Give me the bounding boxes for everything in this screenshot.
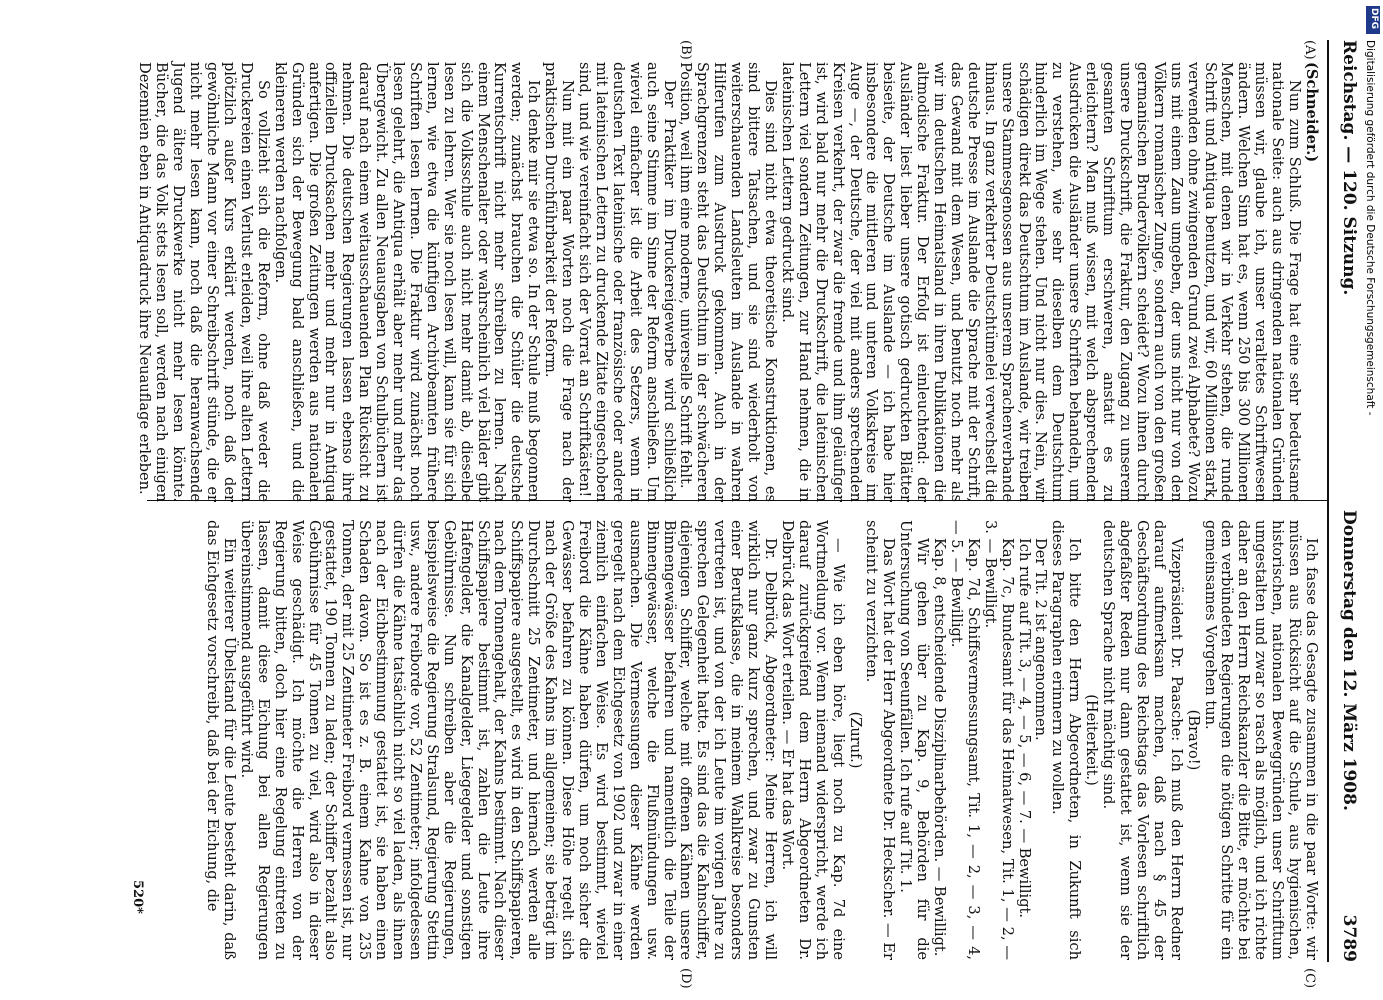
left-paragraph: Nun zum Schluß. Die Frage hat eine sehr bedeutsame nationale Seite: auch aus dringenden nationalen Gründen müssen wir, glaube ich, unser veraltetes Schriftwesen ändern. Welchen Sinn hat es, wenn 250 bis 300 Millionen Menschen, mit denen wir in Verkehr stehen, die runde Schrift und Antiqua benutzen, und wir, 60 Millionen stark, verwenden ohne zwingenden Grund zwei Alphabete? Wozu uns mit einem Zaun umgeben, der uns nicht nur von den Völkern romanischer Zunge, sondern auch von den großen germanischen Brudervölkern scheidet? Wozu ihnen durch unsere Druckschrift, die Fraktur, den Zugang zu unserem gesamten Schrifttum erschweren, anstatt es zu erleichtern? Man muß wissen, mit welch absprechenden Ausdrücken die Ausländer unsere Schriften behandeln, um zu verstehen, wie sehr dieselben dem Deutschtum hinderlich im Wege stehen. Und nicht nur dies. Nein, wir schädigen direkt das Deutschtum im Auslande, wir treiben unsere Stammesgenossen aus unserem Sprachenverbande hinaus. In ganz verkehrter Deutschtümelei verwechselt die deutsche Presse im Auslande die Sprache mit der Schrift, das Gewand mit dem Wesen, und benutzt noch mehr als wir im deutschen Heimatsland in ihren Publikationen die altmodische Fraktur. Der Erfolg ist einleuchtend: der Ausländer liest lieber unsere gotisch gedruckten Blätter beiseite, der Deutsche im Auslande — ich habe hier insbesondere die mittleren und unteren Volkskreise im Auge —, der Deutsche, der viel mit anders sprechenden Kreisen verkehrt, der zwar die fremde und ihm geläufiger ist, wird bald nur mehr die Druckschrift, die lateinischen Lettern viel sondern Zeitungen, zur Hand nehmen, die in lateinischen Lettern gedruckt sind.	[778, 62, 1304, 502]
right-paragraph: Dr. Delbrück, Abgeordneter: Meine Herren, ich will wirklich nur ganz kurz sprechen, und zwar zu Gunsten einer Berufsklasse, die in meinem Wahlkreise besonders vertreten ist, und von der ich Leute im vorigen Jahre zu sprechen Gelegenheit hatte. Es sind das die Kahnschiffer, diejenigen Schiffer, welche mit offenen Kähnen unsere Binnengewässer befahren und namentlich die Teile der Binnengewässer, welche die Flußmündungen usw. ausmachen. Die Vermessungen dieser Kähne werden geregelt nach dem Eichgesetz von 1902 und zwar in einer ziemlich einfachen Weise. Es wird bestimmt, wieviel Freibord die Kähne haben dürfen, um noch sicher die Gewässer befahren zu können. Diese Höhe regelt sich nach der Größe des Kahns im allgemeinen; sie beträgt im Durchschnitt 25 Zentimeter, und hiernach werden alle Schiffspapiere ausgestellt, es wird in den Schiffspapieren, nach dem Tonnengehalt, der Kahns bestimmt. Nach dieser Schiffspapiere bestimmt ist, zahlen die Leute ihre Hafengelder, die Kanalgelder, Liegegelder und sonstigen Gebührnisse. Nun schreiben aber die Regierungen, beispielsweise die Regierung Stralsund, Regierung Stettin usw., andere Freiborde vor, 52 Zentimeter; infolgedessen dürfen die Kähne tatsächlich nicht so viel laden, als ihnen nach der Eichbestimmung gestattet ist, sie haben einen Schaden davon. So ist es z. B. einem Kahne von 235 Tonnen, der mit 25 Zentimeter Freibord vermessen ist, nur gestattet, 190 Tonnen zu laden; der Schiffer bezahlt also Gebührnisse für 45 Tonnen zu viel, wird also in dieser Weise geschädigt. Ich möchte die Herren von der Regierung bitten, doch hier eine Regelung eintreten zu lassen, damit diese Eichung bei allen Regierungen übereinstimmend ausgeführt wird.	[237, 520, 779, 960]
right-paragraph: Ein weiterer Übelstand für die Leute besteht darin, daß das Eichgesetz vorschreibt, daß bei der Eichung, die	[204, 520, 238, 960]
right-paragraph: Wir gehen über zu Kap. 9, Behörden für die Untersuchung von Seeunfällen. Ich rufe auf Tit. 1.	[897, 520, 932, 960]
right-paragraph: Ich fasse das Gesagte zusammen in die paar Worte: wir müssen aus Rücksicht auf die Schule, aus hygienischen, historischen, nationalen Beweggründen unser Schrifttum umgestalten und zwar so rasch als möglich, und ich richte daher an den Herrn Reichskanzler die Bitte, er möchte bei den verbündeten Regierungen die nötigen Schritte für ein gemeinsames Vorgehen tun.	[1201, 520, 1320, 960]
right-paragraph: Ich rufe auf Tit. 3, — 4, — 5, — 6, — 7. — Bewilligt.	[1015, 538, 1033, 919]
dfg-logo	[1366, 6, 1380, 34]
left-paragraph: Dies sind nicht etwa theoretische Konstruktionen, es sind bittere Tatsachen, und sie sind wiederholt von weiterschauenden Landsleuten im Auslande in wahren Hilferufen zum Ausdruck gekommen. Auch in der Sprachgrenzen steht das Deutschtum in der schwächeren Position, weil ihm eine moderne, universelle Schrift fehlt.	[677, 62, 779, 502]
digitization-notice-text: Digitalisierung gefördert durch die Deutsche Forschungsgemeinschaft -	[1364, 40, 1376, 416]
right-paragraph: Kap. 7c, Bundesamt für das Heimatwesen, Tit. 1, — 2, — 3. — Bewilligt.	[981, 520, 1016, 960]
right-paragraph: — Wie ich eben höre, liegt noch zu Kap. 7d eine Wortmeldung vor. Wenn niemand widerspricht, werde ich darauf zurückgreifend dem Herrn Abgeordneten Dr. Delbrück das Wort erteilen. — Er hat das Wort.	[778, 520, 847, 960]
dfg-logo-text: DFG	[1369, 8, 1379, 30]
margin-marker-a: (A)	[1302, 40, 1317, 60]
right-paragraph: Kap. 7d, Schiffsvermessungsamt, Tit. 1, — 2, — 3, — 4, — 5. — Bewilligt.	[947, 520, 982, 960]
left-paragraph: So vollzieht sich die Reform, ohne daß weder die Druckereien einen Verlust erleiden, weil ihre alten Lettern plötzlich außer Kurs erklärt werden, noch daß der gewöhnliche Mann vor einer Schreibschrift stünde, die er nicht mehr lesen kann, noch daß die heranwachsende Jugend ältere Druckwerke nicht mehr lesen könnte. Bücher, die das Volk stets lesen soll, werden nach einigen Dezennien eben in Antiquadruck ihre Neuauflage erleben.	[136, 62, 272, 502]
right-paragraph: Das Wort hat der Herr Abgeordnete Dr. Heckscher. — Er scheint zu verzichten.	[863, 520, 898, 960]
margin-marker-b: (B)	[678, 40, 693, 60]
digitization-notice	[1362, 40, 1380, 940]
interjection: (Zuruf.)	[846, 711, 864, 769]
interjection: (Bravo!)	[1184, 709, 1202, 771]
interjection: (Heiterkeit.)	[1083, 694, 1101, 786]
header-left: Reichstag. — 120. Sitzung.	[1339, 40, 1359, 296]
right-paragraph: Der Tit. 2 ist angenommen.	[1032, 538, 1050, 741]
right-paragraph: Ich bitte den Herrn Abgeordneten, in Zukunft sich dieses Paragraphen erinnern zu wollen.	[1049, 520, 1084, 960]
speaker-label: (Schneider.)	[1303, 62, 1320, 163]
header-date: Donnerstag den 12. März 1908.	[1339, 510, 1359, 811]
margin-marker-c: (C)	[1302, 968, 1317, 989]
right-paragraph: Kap. 8, entscheidende Disziplinarbehörden. — Bewilligt.	[931, 538, 949, 957]
right-paragraph: Vizepräsident Dr. Paasche: Ich muß den Herrn Redner darauf aufmerksam machen, daß nach § 45 der Geschäftsordnung des Reichstags das Vorlesen schriftlich abgefaßter Reden nur dann gestattet ist, wenn sie der deutschen Sprache nicht mächtig sind.	[1100, 520, 1185, 960]
left-paragraph: Der Praktiker im Druckereigewerbe wird schließlich auch seine Stimme im Sinne der Reform anschließen. Um wieviel einfacher ist die Arbeit des Setzers, wenn in deutschen Text lateinische oder französische oder andere mit lateinischen Lettern zu druckende Zitate eingeschoben sind, und wie vereinfacht sich der Vorrat an Schriftkästen!	[576, 62, 678, 502]
right-column	[203, 520, 1319, 960]
page-number: 3789	[1339, 914, 1359, 962]
left-paragraph: Nun mit ein paar Worten noch die Frage nach der praktischen Durchführbarkeit der Reform.	[542, 62, 577, 502]
signature-number: 520*	[130, 880, 145, 914]
left-paragraph: Ich denke mir sie etwa so. In der Schule muß begonnen werden; zunächst brauchen die Schüler die deutsche Kurrentschrift nicht mehr schreiben zu lernen. Nach einem Menschenalter oder wahrscheinlich viel bälder gibt sich die Volksschule auch nicht mehr damit ab, dieselbe lesen zu lehren. Wer sie noch lesen will, kann sie für sich lernen, wie etwa die künftigen Archivbeamten frühere Schriften lesen lernen. Die Fraktur wird zunächst noch lesen gelehrt, die Antiqua erhält aber mehr und mehr das Übergewicht. Zu allen Neuausgaben von Schulbüchern ist darauf nach einem weitausschauenden Plan Rücksicht zu nehmen. Die deutschen Regierungen lassen ebenso ihre offiziellen Drucksachen mehr und mehr nur in Antiqua anfertigen. Die großen Zeitungen werden aus nationalen Gründen sich der Bewegung bald anschließen, und die kleineren werden nachfolgen.	[271, 62, 543, 502]
left-column	[136, 62, 1319, 502]
margin-marker-d: (D)	[678, 968, 693, 989]
